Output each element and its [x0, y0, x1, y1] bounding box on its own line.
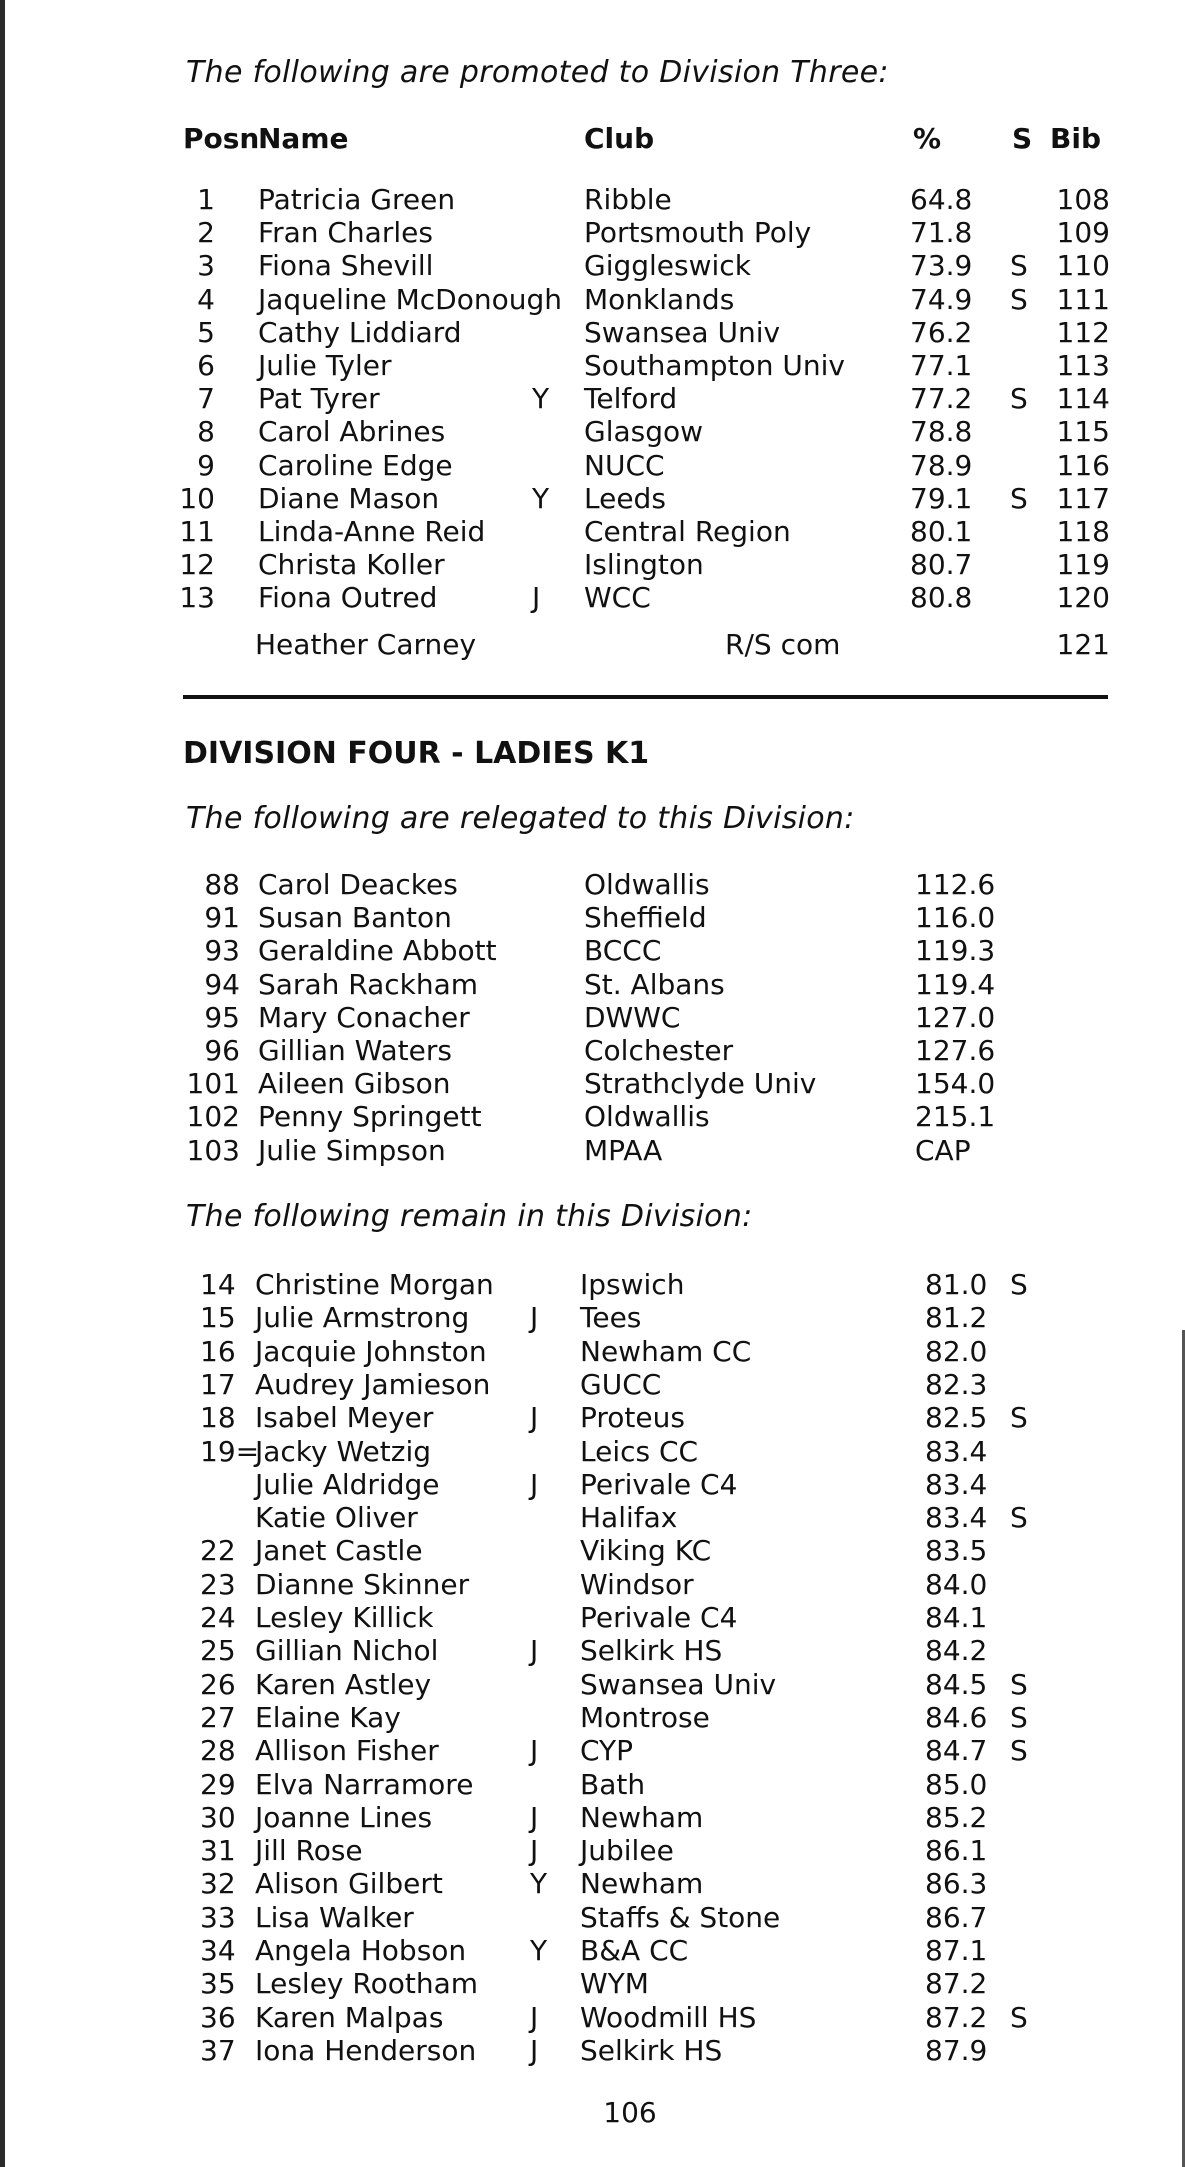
- entry-club: Glasgow: [584, 415, 704, 449]
- entry-position: 32: [200, 1867, 236, 1901]
- entry-percent: 78.8: [910, 415, 973, 449]
- entry-position: 88: [204, 868, 240, 901]
- entry-position: 11: [179, 515, 215, 548]
- entry-percent: 74.9: [910, 282, 973, 316]
- entry-percent: 84.7: [925, 1734, 988, 1768]
- entry-club: Staffs & Stone: [580, 1900, 781, 1934]
- entry-position: 27: [200, 1700, 236, 1734]
- entry-club: Tees: [580, 1301, 642, 1335]
- table-row: [0, 1901, 1185, 1934]
- entry-position: 24: [200, 1601, 236, 1634]
- entry-club: Leics CC: [580, 1434, 699, 1468]
- entry-position: 13: [179, 581, 215, 615]
- entry-position: 15: [200, 1301, 236, 1335]
- entry-position: 16: [200, 1334, 236, 1368]
- entry-club: Bath: [580, 1767, 646, 1801]
- table-row: [0, 249, 1185, 282]
- entry-position: 2: [197, 216, 215, 250]
- entry-percent: 85.2: [925, 1800, 988, 1834]
- entry-position: 1: [197, 183, 215, 216]
- entry-percent: 87.2: [925, 2000, 988, 2034]
- entry-name: Linda-Anne Reid: [258, 515, 486, 548]
- promoted-intro: The following are promoted to Division Three:: [186, 55, 889, 90]
- entry-name: Caroline Edge: [258, 448, 453, 482]
- entry-s-flag: S: [1010, 1700, 1028, 1734]
- entry-club: Islington: [584, 548, 704, 582]
- entry-percent: 84.5: [925, 1667, 988, 1701]
- table-row: [0, 1734, 1185, 1767]
- page-number: 106: [603, 2096, 657, 2129]
- entry-position: 101: [186, 1067, 240, 1101]
- entry-position: 91: [204, 901, 240, 935]
- entry-club: Windsor: [580, 1567, 694, 1601]
- entry-position: 28: [200, 1734, 236, 1768]
- entry-club: Perivale C4: [580, 1467, 738, 1501]
- table-row: [0, 1634, 1185, 1667]
- entry-name: Carol Deackes: [258, 868, 458, 901]
- entry-position: 7: [197, 382, 215, 416]
- entry-bib: 108: [1056, 183, 1110, 216]
- entry-name: Lesley Killick: [255, 1601, 434, 1634]
- table-row: [0, 1534, 1185, 1567]
- entry-name: Penny Springett: [258, 1100, 482, 1134]
- entry-percent: 83.4: [925, 1467, 988, 1501]
- entry-name: Jacky Wetzig: [255, 1434, 431, 1468]
- relegated-intro: The following are relegated to this Division:: [186, 801, 855, 836]
- entry-club: WCC: [584, 581, 651, 615]
- entry-name: Jaqueline McDonough: [258, 282, 562, 316]
- table-row: [0, 1034, 1185, 1067]
- entry-name: Karen Malpas: [255, 2000, 444, 2034]
- entry-club: MPAA: [584, 1133, 663, 1167]
- entry-percent: 80.1: [910, 515, 973, 548]
- entry-bib: 110: [1056, 249, 1110, 283]
- entry-percent: 77.1: [910, 349, 973, 382]
- entry-age-class: J: [532, 581, 541, 615]
- entry-name: Allison Fisher: [255, 1734, 439, 1768]
- remain-intro: The following remain in this Division:: [186, 1199, 753, 1234]
- entry-name: Susan Banton: [258, 901, 452, 935]
- entry-position: 36: [200, 2000, 236, 2034]
- entry-club: Newham: [580, 1800, 704, 1834]
- entry-club: Newham CC: [580, 1334, 752, 1368]
- entry-name: Julie Armstrong: [255, 1301, 470, 1335]
- entry-club: WYM: [580, 1967, 649, 2001]
- header-name: Name: [258, 122, 349, 155]
- header-club: Club: [584, 122, 655, 155]
- table-row: [0, 901, 1185, 934]
- entry-percent: 64.8: [910, 183, 973, 216]
- entry-club: Selkirk HS: [580, 1634, 723, 1668]
- table-row: [0, 415, 1185, 448]
- entry-percent: 81.2: [925, 1301, 988, 1335]
- entry-note: R/S com: [725, 628, 841, 661]
- entry-percent: 84.6: [925, 1700, 988, 1734]
- entry-club: GUCC: [580, 1367, 662, 1401]
- entry-name: Diane Mason: [258, 481, 440, 515]
- entry-name: Karen Astley: [255, 1667, 432, 1701]
- table-row: [0, 216, 1185, 249]
- entry-position: 33: [200, 1900, 236, 1934]
- table-row: [0, 1401, 1185, 1434]
- header-bib: Bib: [1050, 122, 1101, 155]
- entry-club: CYP: [580, 1734, 634, 1768]
- entry-age-class: J: [530, 1834, 539, 1868]
- entry-percent: 84.1: [925, 1601, 988, 1634]
- entry-percent: 87.2: [925, 1967, 988, 2001]
- entry-percent: 83.4: [925, 1434, 988, 1468]
- entry-s-flag: S: [1010, 1268, 1028, 1301]
- entry-percent: 127.0: [915, 1000, 996, 1034]
- entry-position: 6: [197, 349, 215, 382]
- entry-name: Dianne Skinner: [255, 1567, 470, 1601]
- entry-percent: 86.1: [925, 1834, 988, 1868]
- entry-percent: 119.3: [915, 934, 996, 968]
- table-row: [0, 349, 1185, 382]
- entry-club: Central Region: [584, 515, 791, 548]
- entry-percent: 71.8: [910, 216, 973, 250]
- entry-club: Strathclyde Univ: [584, 1067, 817, 1101]
- table-row: [0, 1501, 1185, 1534]
- entry-name: Heather Carney: [255, 628, 477, 661]
- entry-age-class: J: [530, 1401, 539, 1435]
- entry-age-class: J: [530, 1734, 539, 1768]
- entry-bib: 116: [1056, 448, 1110, 482]
- table-row: [0, 1867, 1185, 1900]
- entry-club: Southampton Univ: [584, 349, 845, 382]
- entry-percent: 80.8: [910, 581, 973, 615]
- entry-club: Giggleswick: [584, 249, 751, 283]
- entry-name: Geraldine Abbott: [258, 934, 497, 968]
- entry-s-flag: S: [1010, 1501, 1028, 1535]
- entry-position: 22: [200, 1534, 236, 1568]
- table-row: [0, 1468, 1185, 1501]
- table-row: [0, 1100, 1185, 1133]
- entry-percent: 85.0: [925, 1767, 988, 1801]
- entry-club: Swansea Univ: [584, 315, 781, 349]
- entry-club: Proteus: [580, 1401, 685, 1435]
- entry-name: Angela Hobson: [255, 1934, 467, 1967]
- entry-name: Elva Narramore: [255, 1767, 474, 1801]
- entry-s-flag: S: [1010, 1667, 1028, 1701]
- entry-percent: CAP: [915, 1133, 971, 1167]
- entry-percent: 80.7: [910, 548, 973, 582]
- entry-percent: 87.9: [925, 2033, 988, 2067]
- entry-position: 93: [204, 934, 240, 968]
- entry-name: Gillian Nichol: [255, 1634, 439, 1668]
- entry-name: Cathy Liddiard: [258, 315, 462, 349]
- entry-club: St. Albans: [584, 967, 725, 1001]
- table-row: [0, 1668, 1185, 1701]
- entry-age-class: Y: [530, 1867, 548, 1901]
- entry-name: Pat Tyrer: [258, 382, 380, 416]
- entry-percent: 77.2: [910, 382, 973, 416]
- entry-bib: 109: [1056, 216, 1110, 250]
- entry-percent: 215.1: [915, 1100, 996, 1134]
- entry-percent: 84.0: [925, 1567, 988, 1601]
- entry-club: Jubilee: [580, 1834, 674, 1868]
- entry-name: Julie Simpson: [258, 1133, 446, 1167]
- entry-bib: 117: [1056, 481, 1110, 515]
- header-posn: Posn: [183, 122, 260, 155]
- table-row: [0, 1801, 1185, 1834]
- entry-name: Lisa Walker: [255, 1900, 414, 1934]
- table-row: [0, 1701, 1185, 1734]
- entry-position: 5: [197, 315, 215, 349]
- entry-s-flag: S: [1010, 481, 1028, 515]
- entry-club: Ipswich: [580, 1268, 685, 1301]
- entry-percent: 82.5: [925, 1401, 988, 1435]
- entry-name: Katie Oliver: [255, 1501, 418, 1535]
- entry-name: Alison Gilbert: [255, 1867, 443, 1901]
- entry-percent: 83.5: [925, 1534, 988, 1568]
- entry-age-class: Y: [530, 1934, 548, 1967]
- entry-name: Christine Morgan: [255, 1268, 494, 1301]
- entry-position: 10: [179, 481, 215, 515]
- entry-bib: 118: [1056, 515, 1110, 548]
- entry-club: Selkirk HS: [580, 2033, 723, 2067]
- table-row: [0, 183, 1185, 216]
- entry-club: Colchester: [584, 1034, 734, 1067]
- entry-bib: 111: [1056, 282, 1110, 316]
- table-row: [0, 1834, 1185, 1867]
- entry-name: Lesley Rootham: [255, 1967, 479, 2001]
- entry-name: Audrey Jamieson: [255, 1367, 491, 1401]
- entry-club: Halifax: [580, 1501, 678, 1535]
- entry-bib: 119: [1056, 548, 1110, 582]
- table-row: [0, 1568, 1185, 1601]
- entry-club: Oldwallis: [584, 868, 710, 901]
- table-row: [0, 1268, 1185, 1301]
- entry-bib: 112: [1056, 315, 1110, 349]
- entry-club: NUCC: [584, 448, 665, 482]
- entry-name: Fiona Shevill: [258, 249, 434, 283]
- entry-name: Julie Aldridge: [255, 1467, 440, 1501]
- entry-age-class: Y: [532, 382, 550, 416]
- table-row: [0, 316, 1185, 349]
- entry-age-class: J: [530, 1800, 539, 1834]
- entry-bib: 115: [1056, 415, 1110, 449]
- entry-position: 26: [200, 1667, 236, 1701]
- entry-position: 96: [204, 1034, 240, 1067]
- entry-age-class: J: [530, 1467, 539, 1501]
- entry-club: Montrose: [580, 1700, 710, 1734]
- entry-position: 3: [197, 249, 215, 283]
- table-row: [0, 283, 1185, 316]
- entry-club: Woodmill HS: [580, 2000, 757, 2034]
- entry-name: Jacquie Johnston: [255, 1334, 487, 1368]
- table-row: [0, 1934, 1185, 1967]
- entry-club: Viking KC: [580, 1534, 712, 1568]
- entry-name: Iona Henderson: [255, 2033, 477, 2067]
- entry-bib: 120: [1056, 581, 1110, 615]
- entry-percent: 119.4: [915, 967, 996, 1001]
- table-row: [0, 1967, 1185, 2000]
- entry-age-class: J: [530, 2000, 539, 2034]
- table-row: [0, 1768, 1185, 1801]
- entry-bib: 113: [1056, 349, 1110, 382]
- division-heading: DIVISION FOUR - LADIES K1: [183, 736, 650, 771]
- table-row: [0, 515, 1185, 548]
- entry-percent: 116.0: [915, 901, 996, 935]
- entry-club: B&A CC: [580, 1934, 689, 1967]
- entry-position: 17: [200, 1367, 236, 1401]
- entry-position: 14: [200, 1268, 236, 1301]
- table-row: [0, 482, 1185, 515]
- entry-club: Sheffield: [584, 901, 707, 935]
- entry-club: DWWC: [584, 1000, 681, 1034]
- entry-name: Isabel Meyer: [255, 1401, 434, 1435]
- entry-position: 29: [200, 1767, 236, 1801]
- entry-position: 4: [197, 282, 215, 316]
- entry-percent: 82.0: [925, 1334, 988, 1368]
- entry-position: 34: [200, 1934, 236, 1967]
- entry-name: Christa Koller: [258, 548, 445, 582]
- table-row: [0, 1001, 1185, 1034]
- entry-percent: 87.1: [925, 1934, 988, 1967]
- entry-s-flag: S: [1010, 1401, 1028, 1435]
- entry-age-class: J: [530, 1634, 539, 1668]
- entry-club: Monklands: [584, 282, 735, 316]
- table-row: [0, 1067, 1185, 1100]
- entry-name: Fran Charles: [258, 216, 433, 250]
- entry-position: 8: [197, 415, 215, 449]
- entry-percent: 76.2: [910, 315, 973, 349]
- entry-position: 37: [200, 2033, 236, 2067]
- entry-club: Newham: [580, 1867, 704, 1901]
- entry-club: Portsmouth Poly: [584, 216, 812, 250]
- list-item: [0, 628, 1185, 661]
- table-row: [0, 1134, 1185, 1167]
- table-row: [0, 2034, 1185, 2067]
- entry-position: 12: [179, 548, 215, 582]
- table-row: [0, 2001, 1185, 2034]
- entry-percent: 86.3: [925, 1867, 988, 1901]
- header-s: S: [1012, 122, 1033, 155]
- entry-position: 35: [200, 1967, 236, 2001]
- entry-name: Mary Conacher: [258, 1000, 470, 1034]
- entry-club: Ribble: [584, 183, 672, 216]
- entry-percent: 81.0: [925, 1268, 988, 1301]
- entry-club: Telford: [584, 382, 678, 416]
- entry-position: 18: [200, 1401, 236, 1435]
- table-row: [0, 1335, 1185, 1368]
- entry-percent: 127.6: [915, 1034, 996, 1067]
- entry-s-flag: S: [1010, 1734, 1028, 1768]
- entry-position: 31: [200, 1834, 236, 1868]
- entry-position: 94: [204, 967, 240, 1001]
- entry-percent: 83.4: [925, 1501, 988, 1535]
- entry-s-flag: S: [1010, 249, 1028, 283]
- section-divider: [183, 695, 1108, 699]
- entry-position: 103: [186, 1133, 240, 1167]
- entry-name: Gillian Waters: [258, 1034, 452, 1067]
- table-row: [0, 968, 1185, 1001]
- entry-position: 19=: [200, 1434, 260, 1468]
- table-row: [0, 548, 1185, 581]
- entry-bib: 114: [1056, 382, 1110, 416]
- entry-age-class: J: [530, 2033, 539, 2067]
- entry-position: 9: [197, 448, 215, 482]
- table-row: [0, 449, 1185, 482]
- table-row: [0, 868, 1185, 901]
- entry-club: Swansea Univ: [580, 1667, 777, 1701]
- entry-name: Joanne Lines: [255, 1800, 433, 1834]
- table-row: [0, 382, 1185, 415]
- table-row: [0, 1368, 1185, 1401]
- table-row: [0, 581, 1185, 614]
- entry-position: 23: [200, 1567, 236, 1601]
- entry-s-flag: S: [1010, 2000, 1028, 2034]
- table-row: [0, 934, 1185, 967]
- entry-club: Leeds: [584, 481, 666, 515]
- entry-name: Carol Abrines: [258, 415, 446, 449]
- entry-s-flag: S: [1010, 382, 1028, 416]
- entry-percent: 82.3: [925, 1367, 988, 1401]
- entry-percent: 78.9: [910, 448, 973, 482]
- entry-percent: 86.7: [925, 1900, 988, 1934]
- table-row: [0, 1435, 1185, 1468]
- entry-name: Fiona Outred: [258, 581, 438, 615]
- entry-club: BCCC: [584, 934, 662, 968]
- entry-percent: 84.2: [925, 1634, 988, 1668]
- entry-club: Perivale C4: [580, 1601, 738, 1634]
- entry-name: Julie Tyler: [258, 349, 392, 382]
- table-row: [0, 1301, 1185, 1334]
- entry-position: 30: [200, 1800, 236, 1834]
- entry-s-flag: S: [1010, 282, 1028, 316]
- entry-name: Aileen Gibson: [258, 1067, 451, 1101]
- entry-name: Jill Rose: [255, 1834, 363, 1868]
- entry-position: 25: [200, 1634, 236, 1668]
- entry-percent: 112.6: [915, 868, 996, 901]
- entry-age-class: Y: [532, 481, 550, 515]
- table-row: [0, 1601, 1185, 1634]
- entry-percent: 154.0: [915, 1067, 996, 1101]
- entry-bib: 121: [1056, 628, 1110, 661]
- entry-position: 95: [204, 1000, 240, 1034]
- entry-name: Sarah Rackham: [258, 967, 479, 1001]
- entry-position: 102: [186, 1100, 240, 1134]
- entry-percent: 79.1: [910, 481, 973, 515]
- entry-age-class: J: [530, 1301, 539, 1335]
- entry-name: Elaine Kay: [255, 1700, 401, 1734]
- entry-club: Oldwallis: [584, 1100, 710, 1134]
- entry-name: Patricia Green: [258, 183, 456, 216]
- entry-percent: 73.9: [910, 249, 973, 283]
- entry-name: Janet Castle: [255, 1534, 423, 1568]
- header-percent: %: [913, 122, 942, 155]
